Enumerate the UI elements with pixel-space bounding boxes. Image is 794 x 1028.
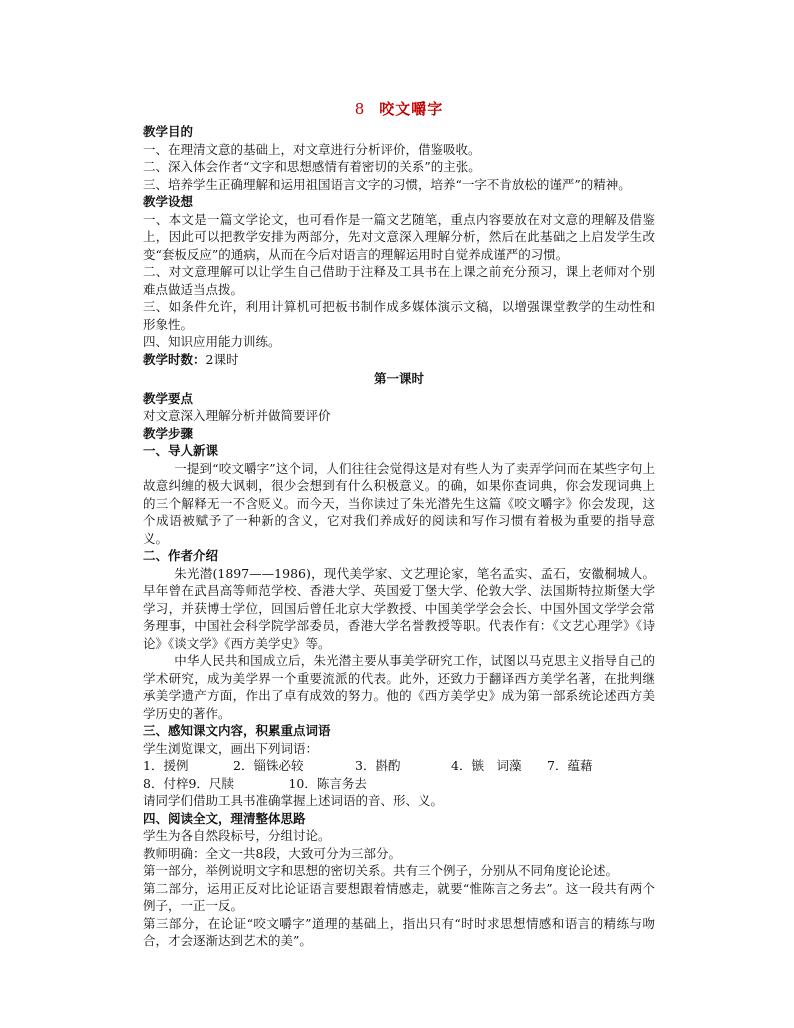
goal-item: 二、深入体会作者“文字和思想感情有着密切的关系”的主张。 (143, 159, 481, 174)
vocab-list (143, 757, 655, 792)
teaching-hours (143, 351, 655, 369)
points-heading: 教学要点 (143, 390, 194, 406)
vocab-item: 4．镞 词藻 (451, 758, 522, 773)
vocab-item: 8．付梓 (143, 775, 189, 791)
design-item: 三、如条件允许，利用计算机可把板书制作成多媒体演示文稿，以增强课堂教学的生动性和形象性。 (143, 299, 655, 332)
hours-value: 2课时 (205, 351, 239, 367)
design-item: 四、知识应用能力训练。 (143, 334, 281, 349)
vocab-item: 9．尺牍 (188, 775, 234, 791)
step4-item: 第二部分，运用正反对比论证语言要想跟着情感走，就要“惟陈言之务去”。这一段共有两个例子，一正一反。 (143, 880, 655, 913)
goals-heading: 教学目的 (143, 124, 194, 139)
hours-label: 教学时数： (143, 351, 206, 367)
title-number: 8 (354, 100, 366, 118)
goal-item: 一、在理清文意的基础上，对文章进行分析评价，借鉴吸收。 (143, 141, 481, 157)
step2-heading: 二、作者介绍 (143, 548, 219, 563)
step4-item: 第三部分，在论证“咬文嚼字”道理的基础上，指出只有“时时求思想情感和语言的精练与吻合，才会逐渐达到艺术的美”。 (143, 915, 655, 948)
vocab-item: 2．锱铢必较 (233, 758, 304, 773)
document-page (143, 98, 655, 950)
step3-outro: 请同学们借助工具书准确掌握上述词语的音、形、义。 (143, 793, 444, 808)
step4-item: 第一部分，举例说明文字和思想的密切关系。共有三个例子，分别从不同角度论论述。 (143, 863, 619, 878)
step3-heading: 三、感知课文内容，积累重点词语 (143, 723, 331, 738)
step2-text-1: 朱光潜(1897——1986)，现代美学家、文艺理论家，笔名孟实、孟石，安徽桐城人。早年曾在武昌高等师范学校、香港大学、英国爱丁堡大学、伦敦大学、法国斯特拉斯堡大学学习，并获博士学位，回国后曾任北京大学教授、中国美学学会会长、中国外国文学学会常务理事，中国社会科学院学部委员，香港大学名誉教授等职。代表作有：《文艺心理学》《诗论》《谈文学》《西方美学史》等。 (143, 565, 655, 651)
steps-heading: 教学步骤 (143, 425, 194, 441)
vocab-item: 3．斟酌 (355, 758, 401, 773)
design-heading: 教学设想 (143, 194, 194, 209)
goal-item: 三、培养学生正确理解和运用祖国语言文字的习惯，培养“一字不肯放松的谨严”的精神。 (143, 176, 631, 192)
design-item: 二、对文意理解可以让学生自己借助于注释及工具书在上课之前充分预习，课上老师对个别难点做适当点拨。 (143, 264, 655, 297)
step4-item: 教师明确：全文一共8段，大致可分为三部分。 (143, 845, 401, 861)
step2-text-2: 中华人民共和国成立后，朱光潜主要从事美学研究工作，试图以马克思主义指导自己的学术研究，成为美学界一个重要流派的代表。此外，还致力于翻译西方美学名著，在批判继承美学遗产方面，作出了卓有成效的努力。他的《西方美学史》成为第一部系统论述西方美学历史的著作。 (143, 653, 655, 721)
lesson-heading: 第一课时 (373, 371, 424, 386)
step1-text: 一提到“咬文嚼字”这个词，人们往往会觉得这是对有些人为了卖弄学问而在某些字句上故意纠缠的极大讽刺，很少会想到有什么积极意义。的确，如果你查词典，你会发现词典上的三个解释无一不含贬义。而今天，当你读过了朱光潜先生这篇《咬文嚼字》你会发现，这个成语被赋予了一种新的含义，它对我们养成好的阅读和写作习惯有着极为重要的指导意义。 (143, 460, 655, 546)
document-title (143, 98, 655, 119)
vocab-item: 10．陈言务去 (288, 775, 367, 791)
step4-heading: 四、阅读全文，理清整体思路 (143, 810, 306, 826)
step3-intro: 学生浏览课文，画出下列词语： (143, 740, 319, 756)
points-text: 对文意深入理解分析并做简要评价 (143, 408, 331, 423)
vocab-item: 1．援例 (143, 758, 189, 773)
title-text: 咬文嚼字 (379, 100, 444, 118)
design-item: 一、本文是一篇文学论文，也可看作是一篇文艺随笔，重点内容要放在对文意的理解及借鉴上，因此可以把教学安排为两部分，先对文意深入理解分析，然后在此基础之上启发学生改变“套板反应”的通病，从而在今后对语言的理解运用时自觉养成谨严的习惯。 (143, 211, 655, 262)
step4-item: 学生为各自然段标号，分组讨论。 (143, 828, 331, 843)
step1-heading: 一、导人新课 (143, 443, 219, 458)
vocab-item: 7．蕴藉 (547, 758, 593, 773)
